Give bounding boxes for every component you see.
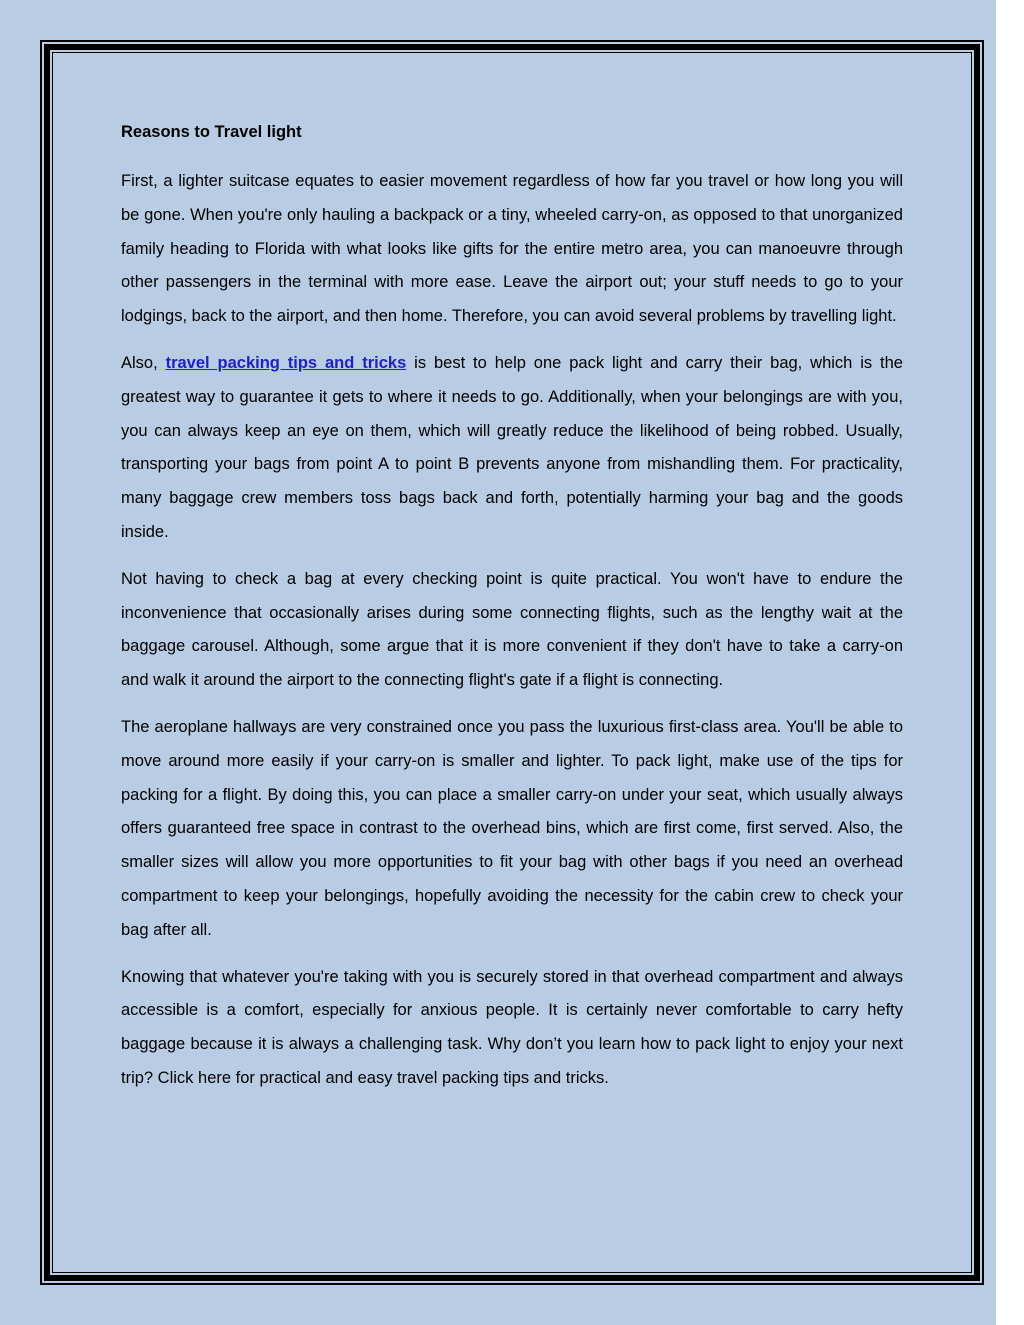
travel-packing-tips-link[interactable]: travel packing tips and tricks xyxy=(165,353,407,372)
paragraph-1: First, a lighter suitcase equates to easier movement regardless of how far you travel or how long you will be gone. When you're only hauling a backpack or a tiny, wheeled carry-on, as opposed to that unorganized family heading to Florida with what looks like gifts for the entire metro area, you can manoeuvre through other passengers in the terminal with more ease. Leave the airport out; your stuff needs to go to your lodgings, back to the airport, and then home. Therefore, you can avoid several problems by travelling light. xyxy=(121,172,903,326)
paragraph-5: Knowing that whatever you're taking with you is securely stored in that overhead compartment and always accessible is a comfort, especially for anxious people. It is certainly never comfortable to carry hefty baggage because it is always a challenging task. Why don’t you learn how to pack light to enjoy your next trip? Click here for practical and easy travel packing tips and tricks. xyxy=(121,967,903,1087)
paragraph-3: Not having to check a bag at every checking point is quite practical. You won't have to endure the inconvenience that occasionally arises during some connecting flights, such as the lengthy wait at the baggage carousel. Although, some argue that it is more convenient if they don't have to take a carry-on and walk it around the airport to the connecting flight's gate if a flight is connecting. xyxy=(121,569,903,690)
document-body xyxy=(121,118,903,1109)
document-heading: Reasons to Travel light xyxy=(121,123,302,141)
paragraph-2-body: is best to help one pack light and carry their bag, which is the greatest way to guarantee it gets to where it needs to go. Additionally, when your belongings are with you, you can always keep an eye on them, which will greatly reduce the likelihood of being robbed. Usually, transporting your bags from point A to point B prevents anyone from mishandling them. For practicality, many baggage crew members toss bags back and forth, potentially harming your bag and the goods inside. xyxy=(121,353,903,541)
paragraph-2 xyxy=(121,347,903,550)
paragraph-2-lead: Also, xyxy=(121,353,166,372)
paragraph-4: The aeroplane hallways are very constrained once you pass the luxurious first-class area. You'll be able to move around more easily if your carry-on is smaller and lighter. To pack light, make use of the tips for packing for a flight. By doing this, you can place a smaller carry-on under your seat, which usually always offers guaranteed free space in contrast to the overhead bins, which are first come, first served. Also, the smaller sizes will allow you more opportunities to fit your bag with other bags if you need an overhead compartment to keep your belongings, hopefully avoiding the necessity for the cabin crew to check your bag after all. xyxy=(121,717,903,939)
